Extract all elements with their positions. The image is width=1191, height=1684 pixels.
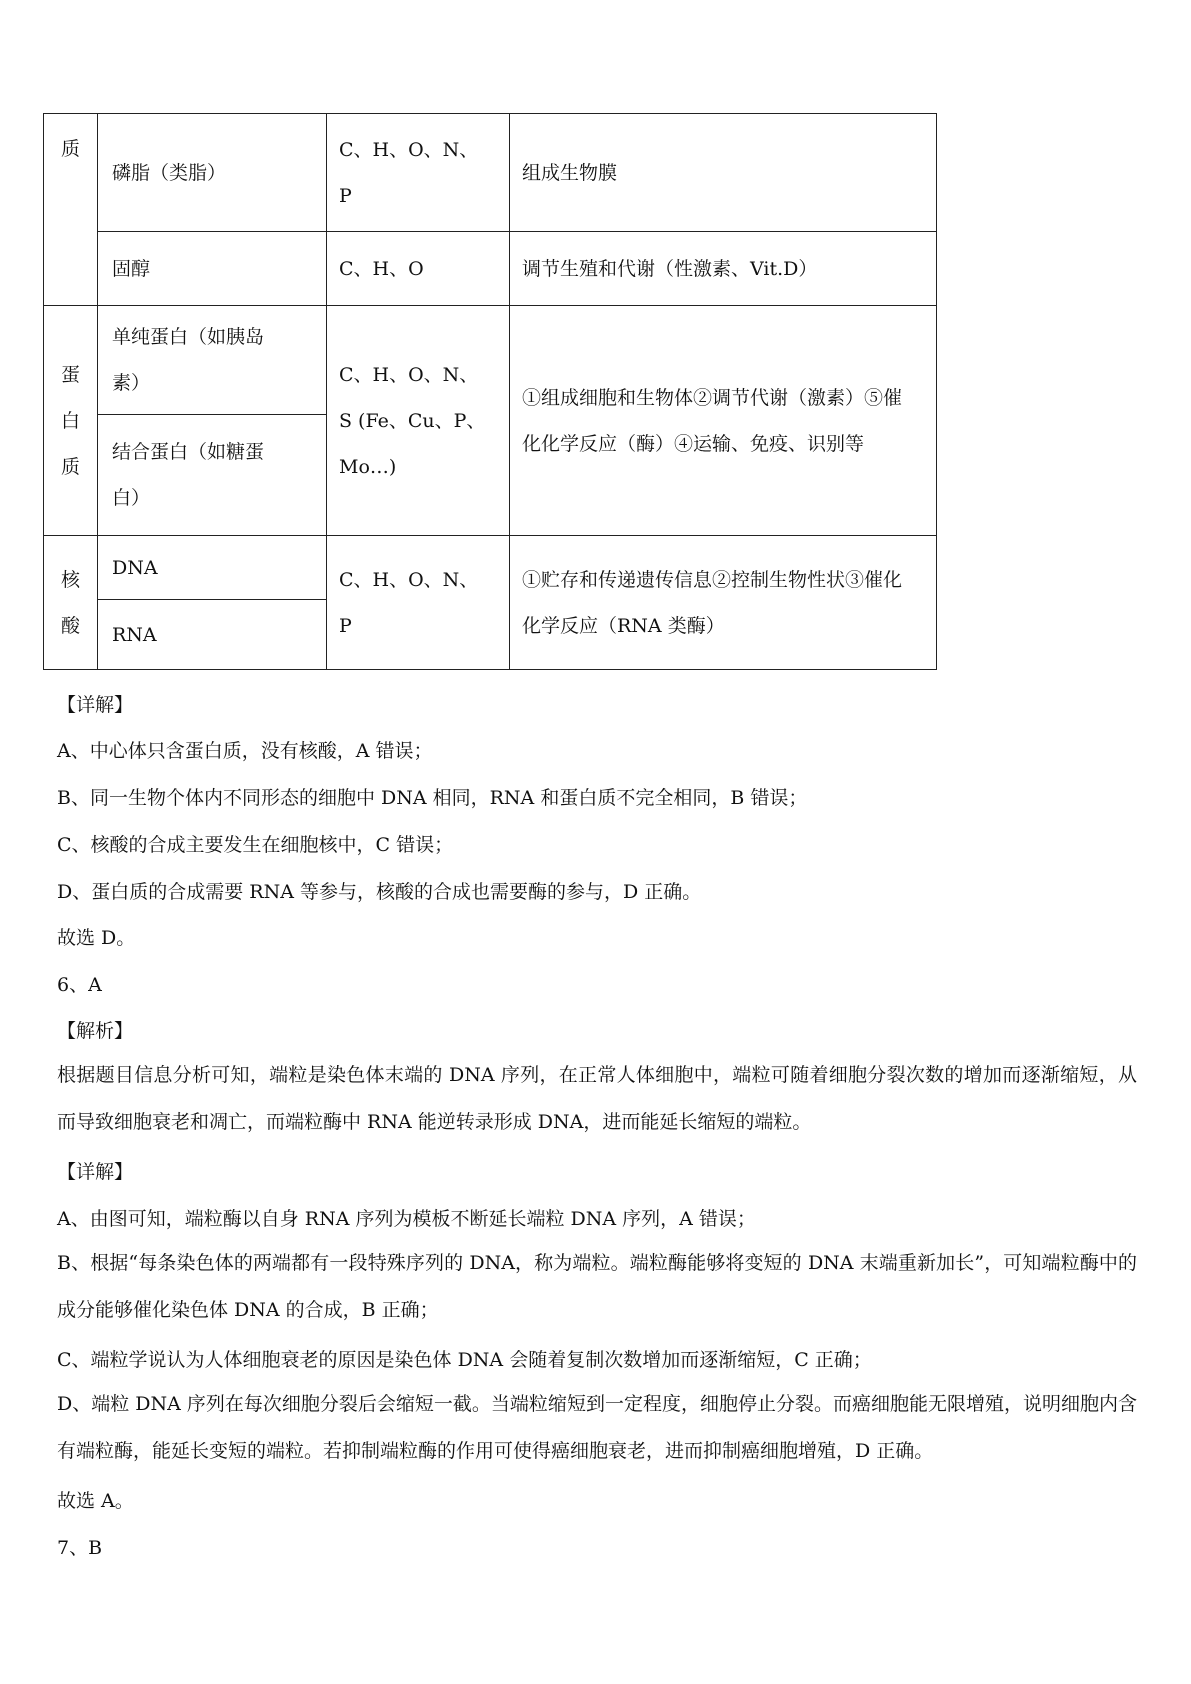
answer-line: 故选 A。 <box>57 1490 134 1512</box>
elements-cell: C、H、O、N、S (Fe、Cu、P、Mo…) <box>327 306 510 536</box>
elements-cell: C、H、O、N、P <box>327 114 510 232</box>
table-row <box>44 114 937 232</box>
substance-cell: 结合蛋白（如糖蛋白） <box>98 415 327 536</box>
question-number: 7、B <box>57 1537 103 1559</box>
option-d-explanation: D、蛋白质的合成需要 RNA 等参与，核酸的合成也需要酶的参与，D 正确。 <box>57 881 702 903</box>
table-row <box>44 536 937 600</box>
function-cell: ①组成细胞和生物体②调节代谢（激素）⑤催化化学反应（酶）④运输、免疫、识别等 <box>510 306 937 536</box>
category-cell: 核酸 <box>44 536 98 670</box>
category-cell: 质 <box>44 114 98 306</box>
table-row <box>44 232 937 306</box>
option-c-explanation: C、端粒学说认为人体细胞衰老的原因是染色体 DNA 会随着复制次数增加而逐渐缩短，C 正确； <box>57 1349 872 1371</box>
option-b-explanation: B、同一生物个体内不同形态的细胞中 DNA 相同，RNA 和蛋白质不完全相同，B 错误； <box>57 787 808 809</box>
substance-cell: DNA <box>98 536 327 600</box>
option-c-explanation: C、核酸的合成主要发生在细胞核中，C 错误； <box>57 834 454 856</box>
biomolecule-table <box>43 113 937 670</box>
elements-cell: C、H、O、N、P <box>327 536 510 670</box>
option-a-explanation: A、中心体只含蛋白质，没有核酸，A 错误； <box>57 740 433 762</box>
detail-heading: 【详解】 <box>57 694 134 716</box>
category-cell: 蛋白质 <box>44 306 98 536</box>
substance-cell: 磷脂（类脂） <box>98 114 327 232</box>
substance-cell: RNA <box>98 600 327 670</box>
function-cell: ①贮存和传递遗传信息②控制生物性状③催化化学反应（RNA 类酶） <box>510 536 937 670</box>
function-cell: 组成生物膜 <box>510 114 937 232</box>
detail-heading: 【详解】 <box>57 1161 134 1183</box>
option-d-explanation: D、端粒 DNA 序列在每次细胞分裂后会缩短一截。当端粒缩短到一定程度，细胞停止分裂。而癌细胞能无限增殖，说明细胞内含有端粒酶，能延长变短的端粒。若抑制端粒酶的作用可使得癌细胞衰老，进而抑制癌细胞增殖，D 正确。 <box>57 1393 1137 1462</box>
analysis-paragraph: 根据题目信息分析可知，端粒是染色体末端的 DNA 序列，在正常人体细胞中，端粒可随着细胞分裂次数的增加而逐渐缩短，从而导致细胞衰老和凋亡，而端粒酶中 RNA 能逆转录形成 DNA，进而能延长缩短的端粒。 <box>57 1064 1137 1133</box>
substance-cell: 单纯蛋白（如胰岛素） <box>98 306 327 415</box>
option-a-explanation: A、由图可知，端粒酶以自身 RNA 序列为模板不断延长端粒 DNA 序列，A 错误； <box>57 1208 756 1230</box>
answer-line: 故选 D。 <box>57 927 136 949</box>
function-cell: 调节生殖和代谢（性激素、Vit.D） <box>510 232 937 306</box>
elements-cell: C、H、O <box>327 232 510 306</box>
substance-cell: 固醇 <box>98 232 327 306</box>
analysis-heading: 【解析】 <box>57 1020 134 1042</box>
table-row <box>44 306 937 415</box>
question-number: 6、A <box>57 974 102 996</box>
option-b-explanation: B、根据“每条染色体的两端都有一段特殊序列的 DNA，称为端粒。端粒酶能够将变短的 DNA 末端重新加长”，可知端粒酶中的成分能够催化染色体 DNA 的合成，B 正确； <box>57 1252 1137 1321</box>
